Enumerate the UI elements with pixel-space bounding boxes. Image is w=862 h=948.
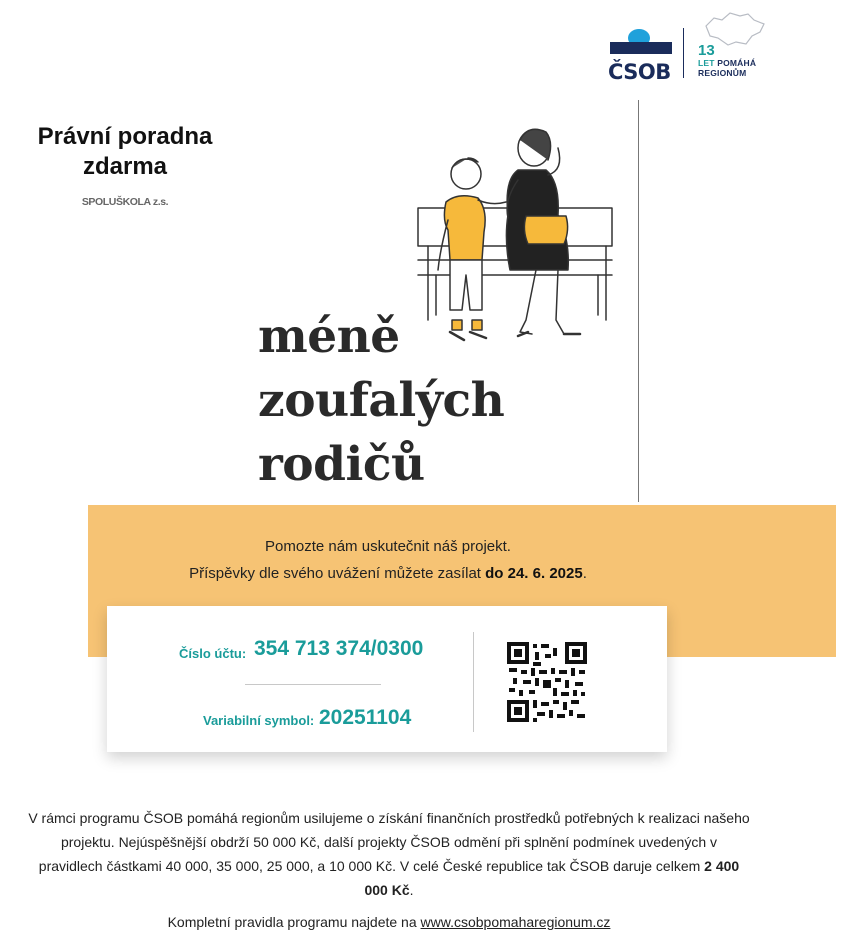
csob-logo	[606, 10, 776, 84]
slogan-line1: méně	[258, 309, 400, 364]
card-horizontal-divider	[245, 684, 381, 685]
slogan-line2: zoufalých	[258, 373, 505, 428]
account-number: 354 713 374/0300	[254, 637, 424, 660]
page-title: Právní poradna zdarma	[37, 123, 213, 180]
variable-symbol: 20251104	[319, 706, 412, 729]
csob-mark-icon	[606, 10, 676, 60]
slogan-line3: rodičů	[258, 437, 425, 492]
program-description: V rámci programu ČSOB pomáhá regionům usilujeme o získání finančních prostředků potřebných k realizaci našeho projektu. Nejúspěšnější obdrží 50 000 Kč, další projekty ČSOB odmění při splnění podmínek uvedených v pravidlech částkami 40 000, 35 000, 25 000, a 10 000 Kč. V celé České republice tak ČSOB daruje celkem 2 400 000 Kč.	[28, 810, 750, 898]
rules-link[interactable]: www.csobpomaharegionum.cz	[420, 914, 611, 930]
band-line1: Pomozte nám uskutečnit náš projekt.	[265, 538, 511, 555]
card-vertical-divider	[473, 632, 474, 732]
logo-years: 13	[698, 42, 715, 59]
csob-wordmark: ČSOB	[608, 60, 671, 84]
logo-divider	[683, 28, 684, 78]
rules-line: Kompletní pravidla programu najdete na www.csobpomaharegionum.cz	[167, 914, 611, 930]
payment-qr-code	[507, 642, 587, 722]
logo-tagline-line1: LET POMÁHÁ	[698, 58, 757, 68]
payment-card	[107, 606, 667, 752]
vertical-divider	[638, 100, 639, 502]
slogan	[258, 305, 504, 497]
variable-symbol-label: Variabilní symbol:	[203, 713, 315, 728]
total-amount: 2 400 000 Kč	[364, 858, 740, 898]
deadline-date: do 24. 6. 2025	[485, 565, 583, 582]
logo-tagline-line2: REGIONŮM	[698, 68, 747, 78]
organization-name: SPOLUŠKOLA z.s.	[81, 196, 169, 208]
account-label: Číslo účtu:	[179, 646, 247, 661]
band-line2: Příspěvky dle svého uvážení můžete zasílat do 24. 6. 2025.	[189, 565, 587, 582]
